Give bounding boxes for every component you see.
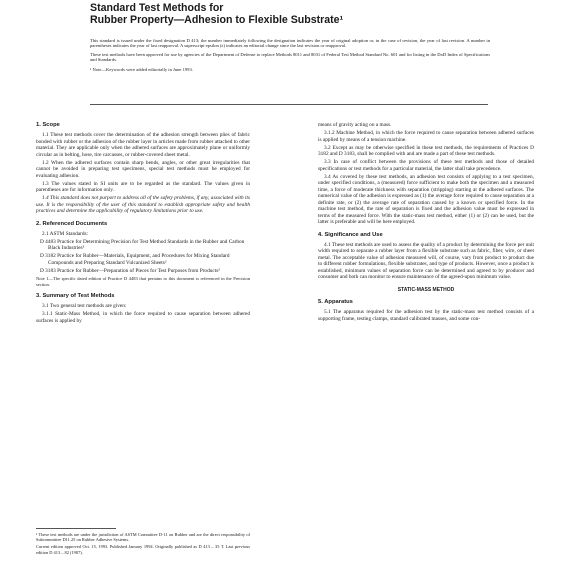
summary-paragraph-1: 3.1 Two general test methods are given:	[42, 302, 127, 309]
footnote-2: Current edition approved Oct. 15, 1993. Published January 1994. Originally published as D 413 – 35 T. Last previous edition D 413 – 82 (1987).	[36, 544, 250, 555]
significance-paragraph: 4.1 These test methods are used to assess the quality of a product by determining the force per unit width required to separate a rubber layer from a flexible substrate such as fabric, fiber, wire, or sheet metal. The acceptable value of adhesion measured will, of course, vary from product to product due to different rubber formulations, flexible substrates, and type of products. However, once a product is established, minimum values of separation force can be determined and agreed to by producer and consumer and both can monitor to ensure maintenance of the agreed-upon minimum value.	[318, 241, 534, 281]
paragraph-3-2: 3.2 Except as may be otherwise specified in these test methods, the requirements of Practices D 3182 and D 3183, shall be complied with and are made a part of these test methods.	[318, 144, 534, 158]
scope-paragraph-4: 1.4 This standard does not purport to address all of the safety problems, if any, associated with its use. It is the responsibility of the user of this standard to establish appropriate safety and health practices and determine the applicability of regulatory limitations prior to use.	[36, 195, 250, 215]
continued-paragraph: means of gravity acting on a mass.	[318, 122, 392, 128]
reference-item: D 3182 Practice for Rubber—Materials, Equipment, and Procedures for Mixing Standard Compounds and Preparing Standard Vulcanized Sheets²	[40, 253, 230, 266]
references-heading: 2. Referenced Documents	[36, 220, 108, 227]
references-intro: 2.1 ASTM Standards:	[42, 230, 89, 237]
title-line-1: Standard Test Methods for	[90, 2, 224, 14]
document-title	[90, 2, 510, 26]
scope-paragraph-1: 1.1 These test methods cover the determination of the adhesion strength between plies of fabric bonded with rubber or the adhesion of the rubber layer in articles made from rubber attached to other material. They are applicable only when the adhered surfaces are approximately plane or uniformly circular as in belting, hose, tire carcasses, or rubber-covered sheet metal.	[36, 132, 251, 158]
document-page	[6, 0, 564, 570]
paragraph-3-4: 3.4 As covered by these test methods, an adhesion test consists of applying to a test specimen, under specified conditions, a (measured) force sufficient to make both the specimen and a measured time, a force of moderate thickness with separation (stripping) starting at the adhered surfaces. The numerical value of the adhesion is expressed as (1) the average force required to cause separation at a definite rate, or (2) the average rate of separation caused by a known or specified force. In the machine test method, the rate of separation is fixed and the adhesion value must be expressed in terms of the measured force. With the static-mass test method, either (1) or (2) can be used, but the latter is preferable and will be here employed.	[318, 173, 534, 226]
front-notes	[90, 38, 490, 75]
footnotes	[36, 532, 250, 557]
footnote-1: ¹ These test methods are under the jurisdiction of ASTM Committee D-11 on Rubber and are the direct responsibility of Subcommittee D11.25 on Rubber Adhesive Systems.	[36, 532, 250, 543]
paragraph-3-3: 3.3 In case of conflict between the provisions of these test methods and those of detailed specifications or test methods for a particular material, the latter shall take precedence.	[318, 159, 534, 172]
right-column	[318, 122, 534, 324]
apparatus-heading: 5. Apparatus	[318, 299, 353, 306]
footnote-divider	[36, 528, 116, 529]
revised-note: ¹ Note—Keywords were added editorially in June 1993.	[90, 66, 193, 72]
apparatus-paragraph: 5.1 The apparatus required for the adhesion test by the static-mass test method consists of a supporting frame, testing clamps, standard calibrated masses, and some con-	[318, 309, 534, 322]
header-divider	[90, 104, 488, 105]
reference-item: D 4483 Practice for Determining Precision for Test Method Standards in the Rubber and Carbon Black Industries²	[40, 238, 245, 252]
scope-paragraph-3: 1.3 The values stated in SI units are to be regarded as the standard. The values given in parentheses are for information only.	[36, 180, 250, 194]
left-column	[36, 122, 250, 326]
scope-paragraph-2: 1.2 When the adhered surfaces contain sharp bends, angles, or other great irregularities that cannot be avoided in preparing test specimens, special test methods must be employed for evaluating adhesion.	[36, 159, 250, 179]
summary-paragraph-2: 3.1.1 Static-Mass Method, in which the force required to cause separation between adhered surfaces is applied by	[36, 311, 250, 324]
designation-note: This standard is issued under the fixed designation D 413; the number immediately following the designation indicates the year of original adoption or, in the case of revision, the year of last revision. A number in parentheses indicates the year of last reapproval. A superscript epsilon (ε) indicates an editorial change since the last revision or reapproval.	[90, 38, 490, 49]
summary-heading: 3. Summary of Test Methods	[36, 292, 115, 299]
reference-item: D 3183 Practice for Rubber—Preparation of Pieces for Test Purposes from Products²	[40, 267, 220, 274]
significance-heading: 4. Significance and Use	[318, 231, 383, 238]
references-note: Note 1—The specific dated edition of Practice D 4483 that pertains to this document is referenced in the Precision section.	[36, 276, 250, 287]
method-heading: STATIC-MASS METHOD	[397, 286, 455, 293]
paragraph-3-1-2: 3.1.2 Machine Method, in which the force required to cause separation between adhered surfaces is applied by means of a tension machine.	[318, 130, 534, 143]
title-line-2: Rubber Property—Adhesion to Flexible Substrate¹	[90, 14, 344, 26]
scope-heading: 1. Scope	[36, 122, 60, 128]
dod-note: These test methods have been approved for use by agencies of the Department of Defense to replace Methods 8011 and 8031 of Federal Test Method Standard No. 601 and for listing in the DoD Index of Specifications and Standards.	[90, 51, 490, 63]
